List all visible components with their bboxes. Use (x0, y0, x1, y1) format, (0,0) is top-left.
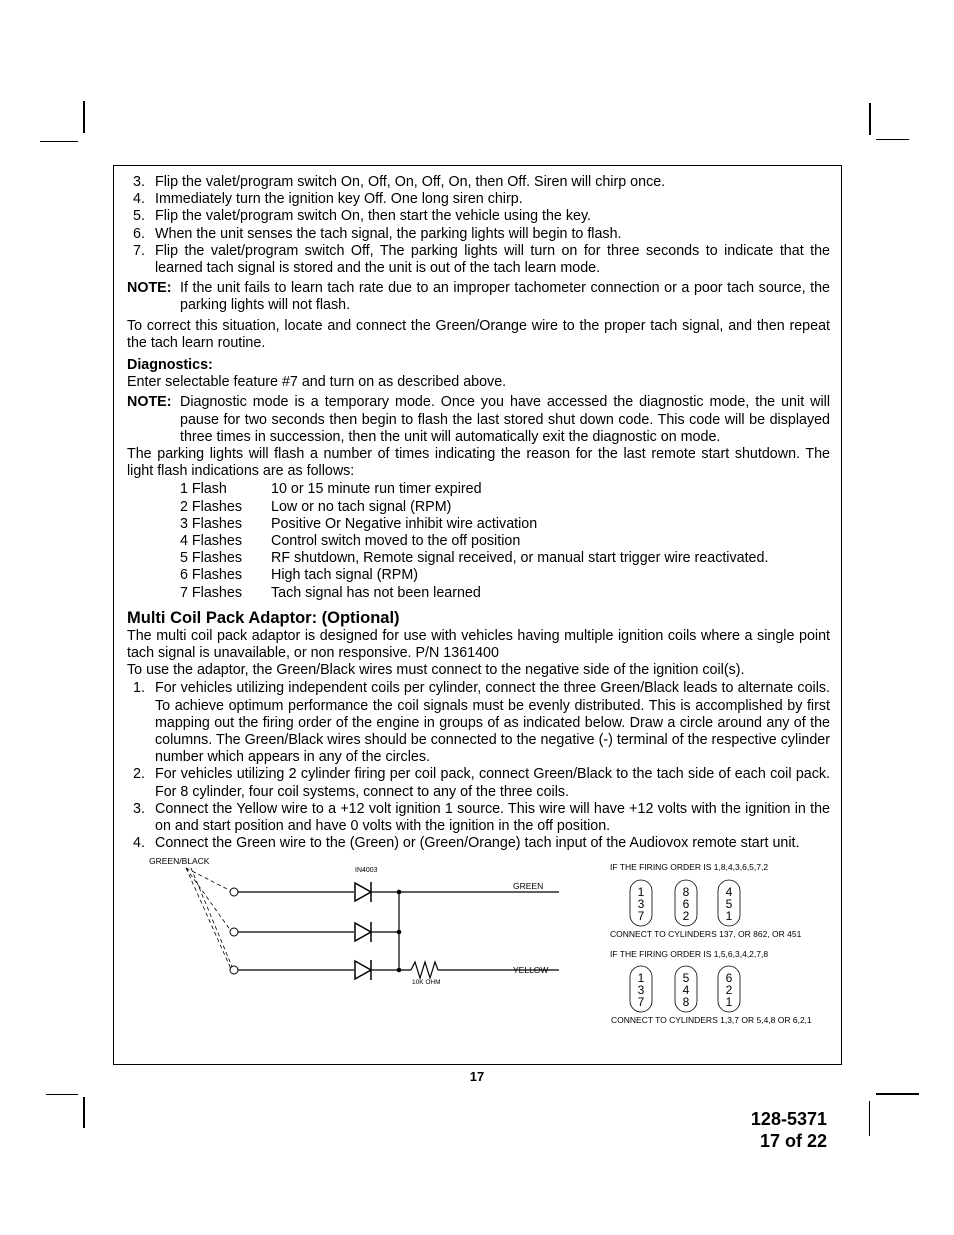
crop-mark (40, 141, 78, 142)
table-row: 4 Flashes Control switch moved to the off position (180, 533, 521, 550)
svg-text:8: 8 (682, 995, 690, 1009)
list-item: 5. Flip the valet/program switch On, then start the vehicle using the key. (133, 208, 591, 225)
tach-learn-steps (127, 174, 830, 277)
list-item: 3. Flip the valet/program switch On, Off, On, Off, On, then Off. Siren will chirp once. (133, 174, 666, 190)
svg-text:1: 1 (637, 885, 645, 899)
correction-paragraph: To correct this situation, locate and connect the Green/Orange wire to the proper tach signal, and then repeat the tach learn routine. (127, 317, 830, 351)
svg-text:4: 4 (682, 983, 690, 997)
circuit-wires (238, 892, 559, 978)
table-row: 7 Flashes Tach signal has not been learned (180, 584, 481, 601)
dashed-leads (186, 868, 233, 969)
svg-text:7: 7 (637, 909, 645, 923)
connect-1-label: CONNECT TO CYLINDERS 137, OR 862, OR 451 (610, 929, 802, 939)
crop-mark (876, 1093, 919, 1095)
note-diagnostic-mode: NOTE: Diagnostic mode is a temporary mode. Once you have accessed the diagnostic mode, the unit will pause for two seconds then begin to flash the last stored shut down code. This code will be displayed three times in succession, then the unit will automatically exit the diagnostic on mode. (127, 394, 830, 445)
svg-text:7: 7 (637, 995, 645, 1009)
doc-number: 128-5371 (750, 1109, 827, 1129)
resistor-label: 10K OHM (412, 979, 441, 986)
page-frame (113, 165, 842, 1065)
firing-order-1-label: IF THE FIRING ORDER IS 1,8,4,3,6,5,7,2 (610, 862, 769, 872)
svg-text:2: 2 (725, 983, 733, 997)
svg-text:6: 6 (725, 971, 733, 985)
diode-icon (355, 922, 371, 942)
adaptor-usage: To use the adaptor, the Green/Black wires must connect to the negative side of the ignition coil(s). (127, 662, 745, 679)
adaptor-steps (127, 680, 830, 852)
svg-text:3: 3 (637, 983, 645, 997)
crop-mark (876, 139, 909, 140)
svg-text:6: 6 (682, 897, 690, 911)
diode-icon (355, 882, 371, 902)
table-row: 3 Flashes Positive Or Negative inhibit wire activation (180, 515, 538, 532)
green-black-label: GREEN/BLACK (149, 856, 210, 866)
crop-mark (869, 1101, 870, 1136)
wiring-diagram (141, 856, 831, 1031)
flash-intro-paragraph: The parking lights will flash a number of times indicating the reason for the last remote start shutdown. The light flash indications are as follows: (127, 446, 830, 480)
svg-text:1: 1 (637, 971, 645, 985)
table-row: 2 Flashes Low or no tach signal (RPM) (180, 498, 452, 515)
table-row: 6 Flashes High tach signal (RPM) (180, 567, 418, 584)
list-item: 2. For vehicles utilizing 2 cylinder firing per coil pack, connect Green/Black to the tach side of each coil pack. For 8 cylinder, four coil systems, connect to any of the three coils. (133, 766, 830, 800)
document-number (751, 1108, 827, 1152)
svg-text:5: 5 (725, 897, 733, 911)
adaptor-description: The multi coil pack adaptor is designed for use with vehicles having multiple ignition coils where a single point tach signal is unavailable, or non responsive. P/N 1361400 (127, 627, 830, 661)
connect-2-label: CONNECT TO CYLINDERS 1,3,7 OR 5,4,8 OR 6,2,1 (611, 1015, 812, 1025)
list-item: 7. Flip the valet/program switch Off, The parking lights will turn on for three seconds to indicate that the learned tach signal is stored and the unit is out of the tach learn mode. (133, 242, 830, 277)
crop-mark (83, 1097, 85, 1128)
page-of: 17 of 22 (759, 1131, 827, 1151)
list-item: 4. Connect the Green wire to the (Green) or (Green/Orange) tach input of the Audiovox remote start unit. (133, 835, 800, 852)
diode-label: IN4003 (355, 867, 378, 874)
diode-icon (355, 960, 371, 980)
svg-text:2: 2 (682, 909, 690, 923)
list-item: 1. For vehicles utilizing independent coils per cylinder, connect the three Green/Black leads to alternate coils. To achieve optimum performance the coil signals must be evenly distributed. This is accomplished by first mapping out the firing order of the engine in groups of as indicated below. Draw a circle around any of the columns. The Green/Black wires should be connected to the negative (-) terminal of the respective cylinder number which appears in any of the circles. (133, 680, 830, 766)
terminal-circles (230, 888, 238, 974)
list-item: 3. Connect the Yellow wire to a +12 volt ignition 1 source. This wire will have +12 volts with the ignition in the on and start position and have 0 volts with the ignition in the off position. (133, 800, 830, 834)
flash-code-table (127, 481, 830, 601)
svg-text:8: 8 (682, 885, 690, 899)
crop-mark (83, 101, 85, 133)
firing-order-2-label: IF THE FIRING ORDER IS 1,5,6,3,4,2,7,8 (610, 949, 769, 959)
table-row: 5 Flashes RF shutdown, Remote signal received, or manual start trigger wire reactivated. (180, 550, 769, 567)
page-number: 17 (469, 1069, 485, 1084)
section-title: Multi Coil Pack Adaptor: (Optional) (127, 608, 400, 627)
yellow-label: YELLOW (513, 965, 549, 975)
crop-mark (869, 103, 871, 135)
svg-text:3: 3 (637, 897, 645, 911)
page-content (127, 174, 830, 852)
green-label: GREEN (513, 881, 544, 891)
svg-text:1: 1 (725, 909, 733, 923)
svg-text:5: 5 (682, 971, 690, 985)
crop-mark (46, 1094, 78, 1095)
diagnostics-text: Enter selectable feature #7 and turn on as described above. (127, 374, 507, 391)
note-tach-fail: NOTE: If the unit fails to learn tach rate due to an improper tachometer connection or a poor tach source, the parking lights will not flash. (127, 280, 830, 314)
list-item: 4. Immediately turn the ignition key Off. One long siren chirp. (133, 191, 523, 208)
svg-text:1: 1 (725, 995, 733, 1009)
list-item: 6. When the unit senses the tach signal, the parking lights will begin to flash. (133, 225, 622, 242)
table-row: 1 Flash 10 or 15 minute run timer expired (180, 481, 482, 498)
diagnostics-heading: Diagnostics: (127, 357, 213, 374)
svg-text:4: 4 (725, 885, 733, 899)
